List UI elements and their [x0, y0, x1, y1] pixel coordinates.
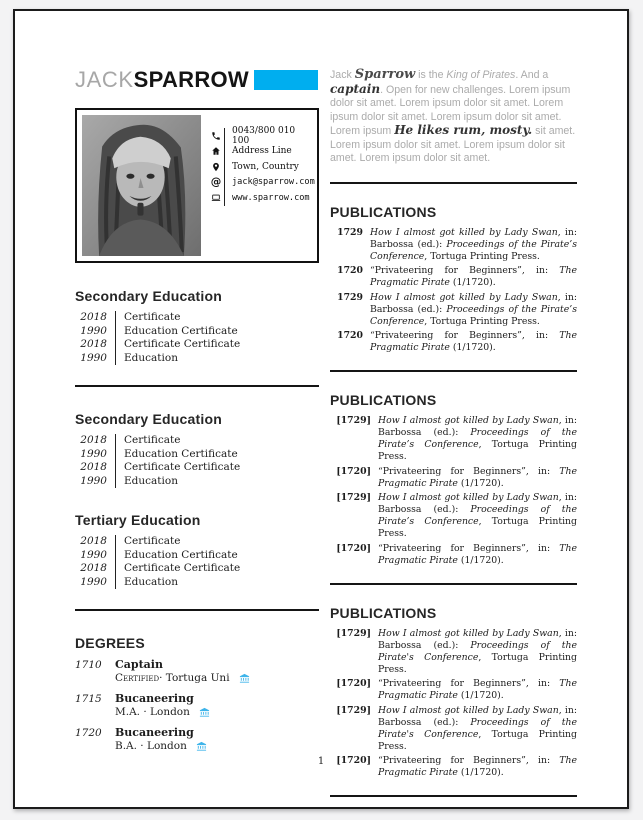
publication-year: [1720]: [336, 542, 371, 554]
publication-text-segment: (1/1720).: [449, 342, 496, 353]
divider: [330, 370, 577, 372]
publication-text-segment: Proceedings of the Pirate’s Conference: [370, 303, 577, 327]
divider: [330, 583, 577, 585]
degree-title: Captain: [115, 658, 163, 671]
publication-text-segment: , Tortuga Printing Press.: [424, 315, 540, 327]
education-year: 2018: [80, 461, 107, 473]
publication-text-segment: , Tortuga Printing Press.: [378, 439, 577, 462]
education-text: Certificate Certificate: [115, 338, 240, 352]
contact-address-value: Address Line: [224, 144, 292, 160]
section-title: PUBLICATIONS: [330, 392, 437, 408]
about-text-segment: captain: [330, 81, 381, 96]
education-year: 2018: [80, 434, 107, 446]
publication-text-segment: , Tortuga Printing Press.: [378, 516, 577, 539]
publication-text: [370, 227, 577, 263]
publication-text-segment: Proceedings of the Pirate’s Conference: [378, 427, 577, 450]
section-title: Secondary Education: [75, 288, 222, 304]
home-icon: [208, 144, 224, 160]
degree-row: [75, 726, 319, 753]
publication-text-segment: , in: Barbossa (ed.):: [378, 704, 577, 728]
education-text: Certificate Certificate: [115, 461, 240, 475]
publication-text-segment: Proceedings of the Pirate’s Conference: [370, 238, 577, 262]
education-year: 2018: [80, 562, 107, 574]
section-title: DEGREES: [75, 635, 145, 651]
page-content: [15, 11, 627, 817]
publication-entry: [330, 492, 577, 540]
publication-text-segment: (1/1720).: [449, 277, 496, 288]
publication-text: [378, 705, 577, 753]
at-icon: @: [210, 176, 222, 189]
publication-text-segment: How I almost got killed by Lady Swan: [378, 627, 559, 639]
education-row: [75, 434, 319, 448]
publication-year: [1729]: [336, 492, 371, 503]
first-name: JACK: [75, 67, 134, 92]
publication-year: [1729]: [336, 627, 371, 639]
degree-year: 1715: [75, 693, 102, 705]
education-text: Education Certificate: [115, 549, 238, 563]
last-name: SPARROW: [133, 67, 249, 92]
publication-text-segment: , Tortuga Printing Press.: [378, 651, 577, 675]
publication-entry: [330, 330, 577, 354]
degree-title: Bucaneering: [115, 726, 194, 739]
publication-text-segment: (1/1720).: [457, 554, 504, 566]
publication-text-segment: The Pragmatic Pirate: [378, 678, 577, 701]
publication-text: [370, 292, 577, 328]
about-text-segment: King of Pirates: [446, 69, 516, 81]
degree-detail: [115, 671, 250, 685]
education-row: [75, 338, 319, 352]
degree-row: [75, 658, 319, 685]
publication-entry: [330, 415, 577, 463]
about-text-segment: is the: [415, 69, 447, 81]
section-title: PUBLICATIONS: [330, 604, 437, 621]
publication-text: [378, 415, 577, 463]
education-row: [75, 475, 319, 489]
publication-text-segment: , in: Barbossa (ed.):: [378, 627, 577, 651]
publication-text-segment: The Pragmatic Pirate: [378, 542, 577, 566]
education-text: Certificate: [115, 535, 180, 549]
spacer: [75, 488, 319, 512]
contact-email-value: jack@sparrow.com: [224, 175, 315, 191]
degree-detail-caps: Certified: [115, 672, 160, 684]
publication-entry: [330, 628, 577, 676]
publication-entry: [330, 466, 577, 490]
section-title: Tertiary Education: [75, 512, 201, 528]
about-text-segment: Sparrow: [354, 67, 416, 82]
publication-year: 1720: [337, 265, 363, 276]
education-text: Education: [115, 576, 178, 590]
education-year: 1990: [80, 548, 107, 561]
degree-info: [115, 658, 250, 685]
about-text-segment: Jack: [330, 69, 355, 81]
education-text: Education: [115, 475, 178, 489]
publication-entry: [330, 292, 577, 328]
publication-text: [378, 492, 577, 540]
education-text: Certificate: [115, 311, 180, 325]
publication-text-segment: “Privateering for Beginners”, in:: [378, 465, 560, 477]
publication-text-segment: Proceedings of the Pirate’s Conference: [378, 504, 577, 527]
publication-text-segment: The Pragmatic Pirate: [370, 330, 577, 353]
education-year: 1990: [80, 351, 107, 364]
cv-page: [13, 9, 629, 809]
publication-text-segment: How I almost got killed by Lady Swan: [370, 291, 558, 303]
publication-year: [1729]: [336, 415, 371, 426]
institution-icon: [199, 707, 210, 718]
institution-icon: [239, 673, 250, 684]
contact-row-email: [208, 175, 315, 191]
education-section-3: [75, 512, 319, 589]
contact-list: [208, 115, 315, 256]
education-text: Certificate Certificate: [115, 562, 240, 576]
degree-year: 1710: [75, 659, 102, 671]
location-pin-icon: [208, 159, 224, 175]
publication-text-segment: “Privateering for Beginners”, in:: [370, 330, 560, 341]
education-row: [75, 352, 319, 366]
degree-detail-rest: B.A. · London: [115, 740, 187, 752]
education-section-2: [75, 411, 319, 488]
publications-section-1: [330, 204, 577, 355]
publication-text-segment: (1/1720).: [457, 477, 504, 489]
publication-entry: [330, 227, 577, 263]
publication-text-segment: “Privateering for Beginners”, in:: [378, 542, 560, 554]
section-title: Secondary Education: [75, 411, 222, 427]
publication-year: [1729]: [336, 704, 371, 716]
education-row: [75, 562, 319, 576]
publication-text-segment: “Privateering for Beginners”, in:: [370, 265, 560, 276]
publication-text-segment: (1/1720).: [457, 767, 504, 778]
publication-text-segment: Proceedings of the Pirate's Conference: [378, 716, 577, 740]
publication-text-segment: , in: Barbossa (ed.):: [370, 291, 577, 315]
education-year: 2018: [80, 311, 107, 323]
education-text: Education Certificate: [115, 448, 238, 462]
laptop-icon: [208, 190, 224, 206]
education-year: 1990: [80, 474, 107, 487]
publication-text-segment: How I almost got killed by Lady Swan: [378, 492, 559, 503]
publication-entry: [330, 705, 577, 753]
degree-info: [115, 726, 207, 753]
education-text: Education Certificate: [115, 325, 238, 339]
degree-title: Bucaneering: [115, 692, 194, 705]
divider: [330, 795, 577, 797]
publication-text-segment: How I almost got killed by Lady Swan: [370, 226, 558, 238]
publications-section-2: [330, 392, 577, 567]
publication-text-segment: (1/1720).: [457, 690, 504, 701]
education-section-1: [75, 288, 319, 365]
publication-text-segment: “Privateering for Beginners”, in:: [378, 755, 560, 766]
publication-text-segment: How I almost got killed by Lady Swan: [378, 415, 559, 426]
education-year: 2018: [80, 535, 107, 547]
publication-text-segment: The Pragmatic Pirate: [378, 755, 577, 778]
publication-year: 1729: [337, 291, 363, 303]
contact-town-value: Town, Country: [224, 159, 299, 175]
education-year: 1990: [80, 575, 107, 588]
publication-text-segment: , Tortuga Printing Press.: [378, 728, 577, 752]
degree-info: [115, 692, 210, 719]
about-text-segment: . And a: [515, 69, 549, 81]
contact-row-phone: [208, 125, 315, 146]
publication-text: [378, 543, 577, 567]
education-year: 1990: [80, 447, 107, 460]
publication-entry: [330, 543, 577, 567]
publication-year: 1729: [337, 226, 363, 238]
publications-section-3: [330, 605, 577, 780]
education-text: Education: [115, 352, 178, 366]
publication-text: [378, 628, 577, 676]
name-header: [75, 67, 319, 95]
contact-row-address: [208, 144, 315, 160]
education-row: [75, 311, 319, 325]
about-text-segment: . Open for new challenges. Lorem ipsum dolor sit amet. Lorem ipsum dolor sit amet. Lorem ipsum dolor sit amet. Lorem ipsum dolor sit amet. Lorem ipsum: [330, 83, 571, 137]
publication-year: 1720: [337, 330, 363, 341]
publication-entry: [330, 265, 577, 289]
about-text-segment: He likes rum, mosty.: [394, 123, 533, 137]
divider: [75, 609, 319, 611]
profile-photo: [82, 115, 201, 256]
page-number: 1: [317, 756, 325, 767]
degree-detail-rest: M.A. · London: [115, 706, 190, 718]
divider: [75, 385, 319, 387]
education-row: [75, 576, 319, 590]
degree-row: [75, 692, 319, 719]
contact-row-town: [208, 159, 315, 175]
degree-detail: [115, 739, 207, 753]
contact-row-website: [208, 190, 315, 206]
photo-contact-box: [75, 108, 319, 263]
publication-text-segment: , in: Barbossa (ed.):: [378, 492, 577, 515]
publication-text-segment: “Privateering for Beginners”, in:: [378, 678, 560, 689]
about-paragraph: [330, 68, 577, 166]
publication-text-segment: The Pragmatic Pirate: [378, 465, 577, 489]
publication-text: [378, 466, 577, 490]
publication-text-segment: , in: Barbossa (ed.):: [370, 226, 577, 250]
degree-year: 1720: [75, 727, 102, 739]
education-text: Certificate: [115, 434, 180, 448]
education-row: [75, 461, 319, 475]
degree-detail-rest: · Tortuga Uni: [159, 672, 230, 684]
institution-icon: [196, 741, 207, 752]
publication-text-segment: , in: Barbossa (ed.):: [378, 415, 577, 438]
publication-year: [1720]: [336, 678, 371, 689]
degrees-section: [75, 635, 319, 753]
publication-text-segment: The Pragmatic Pirate: [370, 265, 577, 288]
publication-entry: [330, 678, 577, 702]
education-row: [75, 448, 319, 462]
publication-text-segment: How I almost got killed by Lady Swan: [378, 704, 559, 716]
education-row: [75, 325, 319, 339]
degree-detail: [115, 705, 210, 719]
divider: [330, 182, 577, 184]
section-title: PUBLICATIONS: [330, 203, 437, 220]
phone-icon: [208, 128, 224, 144]
education-row: [75, 535, 319, 549]
accent-box: [254, 70, 318, 90]
education-year: 1990: [80, 324, 107, 337]
publication-text-segment: Proceedings of the Pirate's Conference: [378, 639, 577, 663]
publication-year: [1720]: [336, 465, 371, 477]
publication-year: [1720]: [336, 755, 371, 766]
contact-phone-value: 0043/800 010 100: [224, 128, 315, 144]
left-column: [75, 67, 319, 817]
publication-text-segment: , Tortuga Printing Press.: [424, 250, 540, 262]
publication-text: [370, 330, 577, 354]
right-column: [330, 67, 577, 817]
publication-text: [378, 678, 577, 702]
contact-website-value: www.sparrow.com: [224, 190, 310, 206]
publication-text: [370, 265, 577, 289]
education-year: 2018: [80, 338, 107, 350]
education-row: [75, 549, 319, 563]
about-text-segment: sit amet. Lorem ipsum dolor sit amet. Lorem ipsum dolor sit amet. Lorem ipsum dolor sit amet.: [330, 125, 576, 164]
